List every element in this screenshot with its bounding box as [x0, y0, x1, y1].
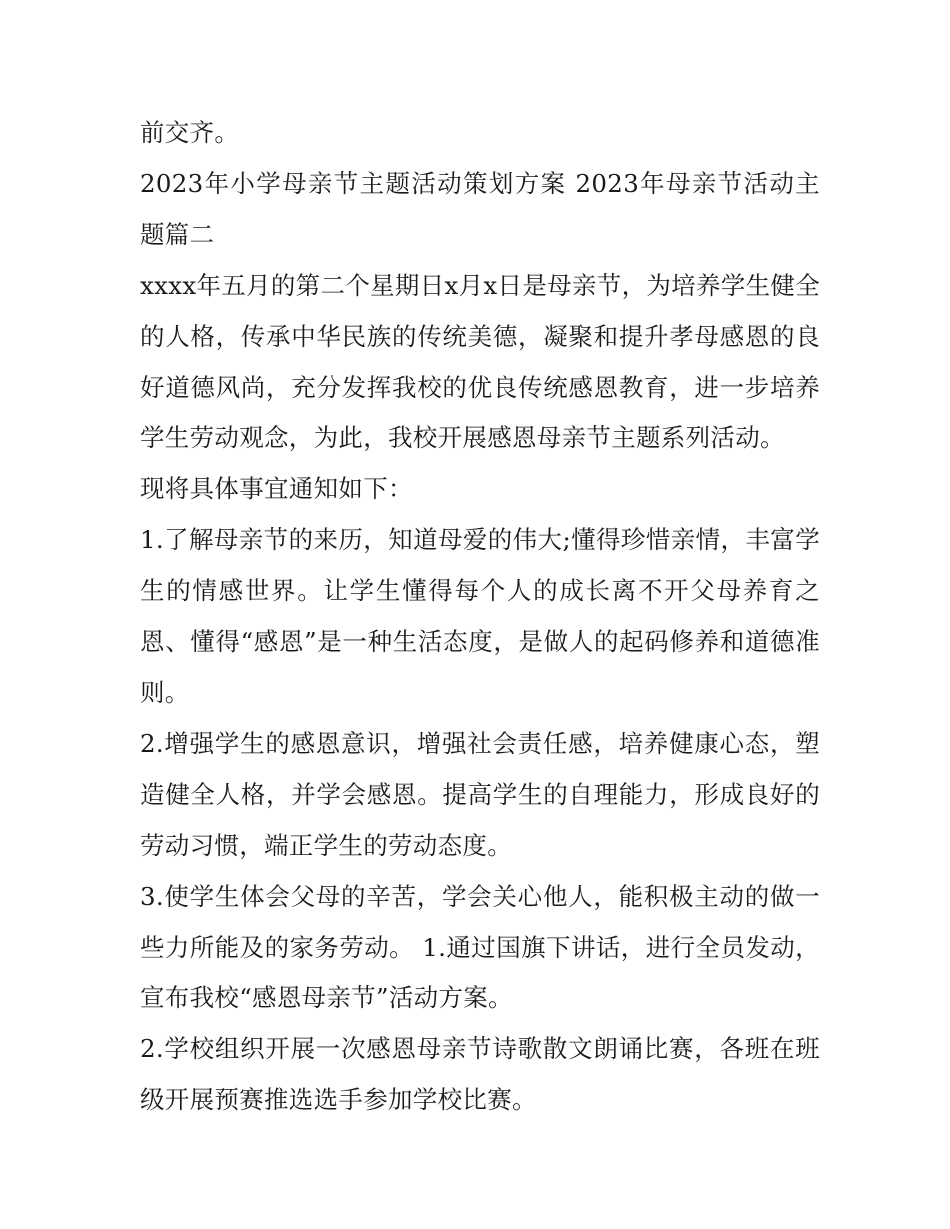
paragraph-intro: xxxx年五月的第二个星期日x月x日是母亲节，为培养学生健全的人格，传承中华民族的传统美德，凝聚和提升孝母感恩的良好道德风尚，充分发挥我校的优良传统感恩教育，进一步培养学生劳动观念，为此，我校开展感恩母亲节主题系列活动。	[140, 270, 820, 453]
paragraph-continuation: 前交齐。	[140, 118, 240, 147]
paragraph-item-1: 1.了解母亲节的来历，知道母爱的伟大;懂得珍惜亲情，丰富学生的情感世界。让学生懂得每个人的成长离不开父母养育之恩、懂得“感恩”是一种生活态度，是做人的起码修养和道德准则。	[140, 525, 820, 707]
paragraph-item-2: 2.增强学生的感恩意识，增强社会责任感，培养健康心态，塑造健全人格，并学会感恩。提高学生的自理能力，形成良好的劳动习惯，端正学生的劳动态度。	[140, 728, 820, 860]
paragraph-item-3: 3.使学生体会父母的辛苦，学会关心他人，能积极主动的做一些力所能及的家务劳动。 1.通过国旗下讲话，进行全员发动，宣布我校“感恩母亲节”活动方案。	[140, 881, 820, 1013]
section-heading: 2023年小学母亲节主题活动策划方案 2023年母亲节活动主题篇二	[140, 168, 820, 249]
paragraph-activity-2: 2.学校组织开展一次感恩母亲节诗歌散文朗诵比赛，各班在班级开展预赛推选选手参加学校比赛。	[140, 1034, 820, 1115]
paragraph-notice: 现将具体事宜通知如下：	[140, 474, 413, 504]
document-body	[140, 108, 820, 1126]
